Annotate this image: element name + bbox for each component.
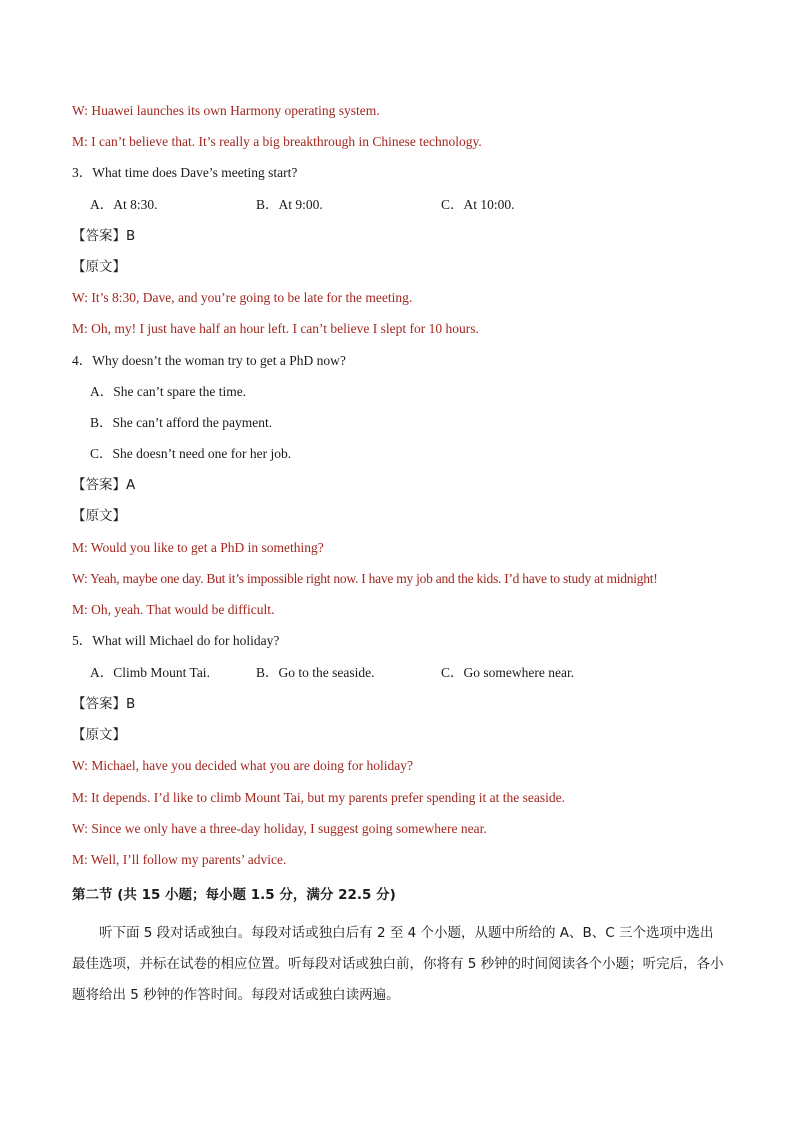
- transcript-line: M: Well, I’ll follow my parents’ advice.: [72, 852, 287, 867]
- transcript-line: M: I can’t believe that. It’s really a big breakthrough in Chinese technology.: [72, 134, 482, 149]
- question-5: 5．What will Michael do for holiday?: [72, 633, 280, 648]
- q3-answer: [72, 227, 135, 245]
- transcript-line: W: Huawei launches its own Harmony operating system.: [72, 103, 380, 118]
- section-heading: 第二节 (共 15 小题；每小题 1.5 分，满分 22.5 分): [72, 887, 396, 903]
- answer-label: 【答案】: [72, 477, 126, 493]
- question-3: 3．What time does Dave’s meeting start?: [72, 165, 298, 180]
- q5-answer: [72, 695, 135, 713]
- transcript-line: W: It’s 8:30, Dave, and you’re going to be late for the meeting.: [72, 290, 413, 305]
- q5-option-a: A．Climb Mount Tai.: [90, 665, 210, 680]
- transcript-line: M: Would you like to get a PhD in something?: [72, 540, 324, 555]
- answer-value: B: [126, 228, 136, 244]
- answer-label: 【答案】: [72, 696, 126, 712]
- transcript-line: W: Yeah, maybe one day. But it’s impossible right now. I have my job and the kids. I’d have to study at midnight!: [72, 571, 658, 586]
- transcript-line: W: Michael, have you decided what you are doing for holiday?: [72, 758, 414, 773]
- q4-option-a: A．She can’t spare the time.: [90, 384, 247, 399]
- q5-transcript-label: 【原文】: [72, 727, 126, 743]
- q4-answer: [72, 476, 135, 494]
- transcript-line: M: Oh, yeah. That would be difficult.: [72, 602, 275, 617]
- q3-transcript-label: 【原文】: [72, 259, 126, 275]
- q3-option-a: A．At 8:30.: [90, 197, 158, 212]
- q3-option-b: B．At 9:00.: [256, 197, 323, 212]
- section-instructions: 听下面 5 段对话或独白。每段对话或独白后有 2 至 4 个小题，从题中所给的 A、B、C 三个选项中选出最佳选项，并标在试卷的相应位置。听每段对话或独白前，你将有 5 秒钟的时间阅读各个小题；听完后，各小题将给出 5 秒钟的作答时间。每段对话或独白读两遍。: [72, 925, 724, 1003]
- answer-value: A: [126, 477, 136, 493]
- question-4: 4．Why doesn’t the woman try to get a PhD now?: [72, 353, 346, 368]
- answer-value: B: [126, 696, 136, 712]
- q5-option-b: B．Go to the seaside.: [256, 665, 375, 680]
- q4-option-c: C．She doesn’t need one for her job.: [90, 446, 292, 461]
- transcript-line: W: Since we only have a three-day holiday, I suggest going somewhere near.: [72, 821, 487, 836]
- transcript-line: M: Oh, my! I just have half an hour left. I can’t believe I slept for 10 hours.: [72, 321, 479, 336]
- q3-option-c: C．At 10:00.: [441, 197, 515, 212]
- q4-transcript-label: 【原文】: [72, 508, 126, 524]
- q4-option-b: B．She can’t afford the payment.: [90, 415, 273, 430]
- transcript-line: M: It depends. I’d like to climb Mount Tai, but my parents prefer spending it at the seaside.: [72, 790, 565, 805]
- q5-option-c: C．Go somewhere near.: [441, 665, 575, 680]
- answer-label: 【答案】: [72, 228, 126, 244]
